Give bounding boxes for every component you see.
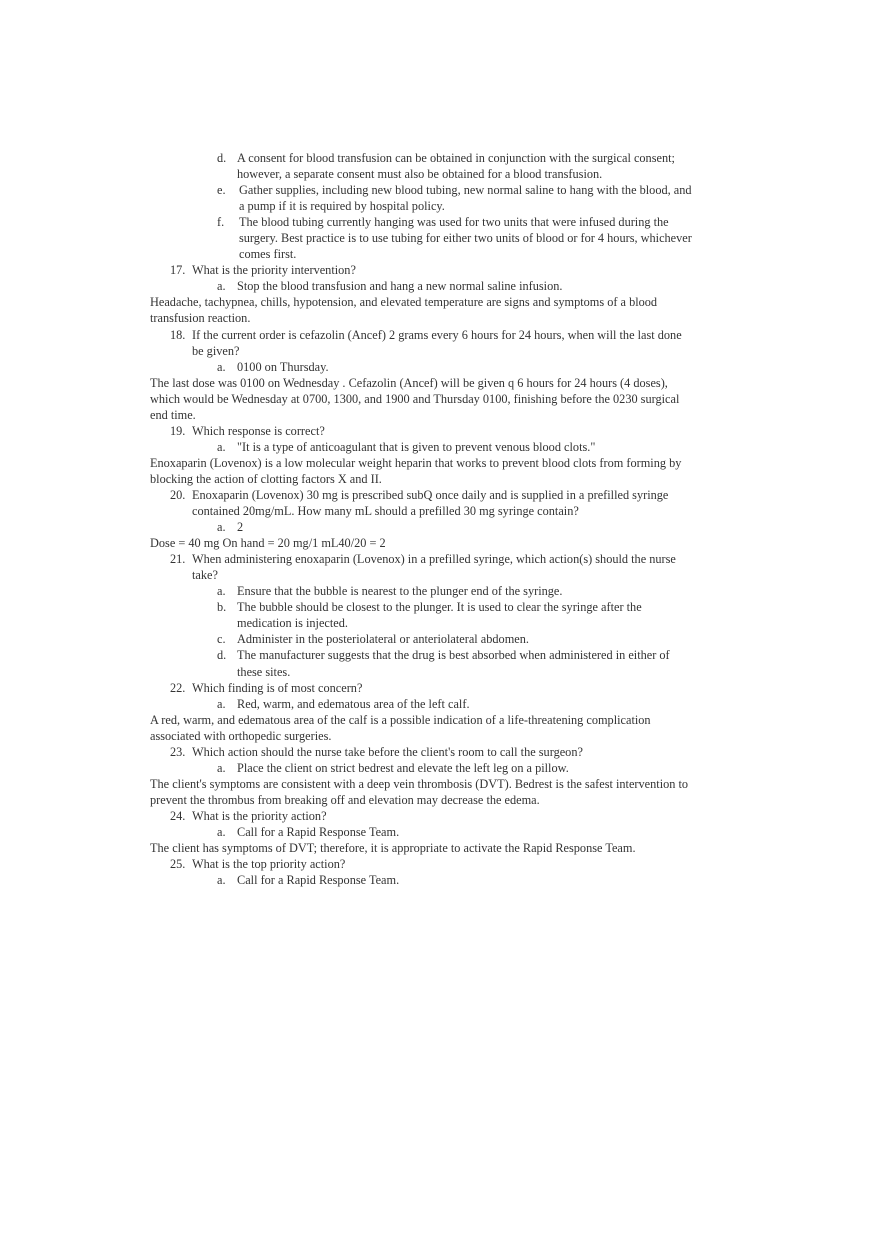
question-text: What is the priority intervention? — [192, 263, 356, 278]
answer-option — [217, 583, 695, 599]
option-marker: e. — [217, 183, 226, 198]
answer-option — [217, 214, 695, 262]
option-marker: a. — [217, 520, 226, 535]
question-item — [170, 808, 695, 824]
answer-option — [217, 278, 695, 294]
option-marker: f. — [217, 215, 225, 230]
question-text: Which finding is of most concern? — [192, 680, 363, 695]
option-text: Red, warm, and edematous area of the left calf. — [237, 696, 470, 711]
question-number: 20. — [170, 487, 186, 502]
answer-option — [217, 599, 695, 631]
rationale-paragraph: Enoxaparin (Lovenox) is a low molecular weight heparin that works to prevent blood clots from forming by blocking the action of clotting factors X and II. — [150, 455, 682, 486]
option-text: The blood tubing currently hanging was used for two units that were infused during the surgery. Best practice is to use tubing for either two units of blood or for 4 hours, whichever comes first. — [239, 215, 692, 262]
rationale-paragraph: A red, warm, and edematous area of the calf is a possible indication of a life-threatening complication associated with orthopedic surgeries. — [150, 712, 651, 743]
question-text: If the current order is cefazolin (Ancef) 2 grams every 6 hours for 24 hours, when will the last done be given? — [192, 327, 682, 358]
option-marker: d. — [217, 151, 227, 165]
option-text: Administer in the posteriolateral or anteriolateral abdomen. — [237, 632, 529, 647]
question-item — [170, 423, 695, 439]
question-item — [170, 680, 695, 696]
rationale-paragraph: The client has symptoms of DVT; therefore, it is appropriate to activate the Rapid Response Team. — [150, 841, 636, 856]
option-text: 2 — [237, 520, 244, 535]
question-text: Enoxaparin (Lovenox) 30 mg is prescribed subQ once daily and is supplied in a prefilled syringe contained 20mg/mL. How many mL should a prefilled 30 mg syringe contain? — [192, 487, 669, 519]
option-marker: b. — [217, 600, 227, 615]
answer-option — [217, 824, 695, 840]
option-text: Ensure that the bubble is nearest to the plunger end of the syringe. — [237, 584, 563, 599]
question-number: 19. — [170, 423, 186, 438]
question-number: 23. — [170, 744, 186, 759]
option-marker: a. — [217, 359, 226, 374]
option-text: Call for a Rapid Response Team. — [237, 873, 400, 888]
option-text: "It is a type of anticoagulant that is given to prevent venous blood clots." — [237, 439, 596, 454]
option-marker: d. — [217, 648, 227, 663]
option-marker: a. — [217, 584, 226, 599]
answer-option — [217, 439, 695, 455]
option-marker: a. — [217, 439, 226, 454]
question-number: 18. — [170, 327, 186, 342]
answer-option — [217, 150, 695, 182]
answer-option — [217, 631, 695, 647]
option-text: Place the client on strict bedrest and elevate the left leg on a pillow. — [237, 760, 569, 775]
question-number: 22. — [170, 680, 186, 695]
question-text: Which response is correct? — [192, 423, 325, 438]
question-number: 21. — [170, 552, 186, 567]
question-number: 25. — [170, 857, 186, 872]
question-item — [170, 551, 695, 583]
question-item — [170, 262, 695, 278]
question-text: When administering enoxaparin (Lovenox) in a prefilled syringe, which action(s) should the nurse take? — [192, 552, 676, 583]
document-content — [150, 150, 695, 888]
option-marker: a. — [217, 873, 226, 888]
answer-option — [217, 647, 695, 679]
option-text: Stop the blood transfusion and hang a new normal saline infusion. — [237, 279, 563, 294]
answer-option — [217, 519, 695, 535]
option-marker: a. — [217, 696, 226, 711]
rationale-paragraph: The last dose was 0100 on Wednesday . Cefazolin (Ancef) will be given q 6 hours for 24 hours (4 doses), which would be Wednesday at 0700, 1300, and 1900 and Thursday 0100, finishing before the 0230 surgical end time. — [150, 375, 680, 422]
answer-option — [217, 872, 695, 888]
question-text: What is the priority action? — [192, 808, 327, 823]
option-text: A consent for blood transfusion can be obtained in conjunction with the surgical consent; however, a separate consent must also be obtained for a blood transfusion. — [237, 151, 675, 182]
option-marker: c. — [217, 632, 226, 647]
option-marker: a. — [217, 279, 226, 294]
question-item — [170, 856, 695, 872]
option-text: The bubble should be closest to the plunger. It is used to clear the syringe after the medication is injected. — [237, 600, 642, 631]
question-item — [170, 487, 695, 519]
rationale-paragraph: Dose = 40 mg On hand = 20 mg/1 mL40/20 = 2 — [150, 536, 386, 551]
option-text: Call for a Rapid Response Team. — [237, 824, 400, 839]
rationale-paragraph: The client's symptoms are consistent with a deep vein thrombosis (DVT). Bedrest is the safest intervention to prevent the thrombus from breaking off and elevation may decrease the edema. — [150, 776, 689, 807]
option-marker: a. — [217, 760, 226, 775]
question-text: What is the top priority action? — [192, 857, 346, 872]
option-marker: a. — [217, 824, 226, 839]
option-text: Gather supplies, including new blood tubing, new normal saline to hang with the blood, and a pump if it is required by hospital policy. — [239, 183, 692, 214]
answer-option — [217, 760, 695, 776]
question-number: 17. — [170, 263, 186, 278]
rationale-paragraph: Headache, tachypnea, chills, hypotension, and elevated temperature are signs and symptoms of a blood transfusion reaction. — [150, 295, 658, 326]
answer-option — [217, 359, 695, 375]
question-text: Which action should the nurse take before the client's room to call the surgeon? — [192, 744, 583, 759]
question-item — [170, 744, 695, 760]
option-text: The manufacturer suggests that the drug is best absorbed when administered in either of these sites. — [237, 648, 670, 679]
answer-option — [217, 182, 695, 214]
question-item — [170, 327, 695, 359]
answer-option — [217, 696, 695, 712]
question-number: 24. — [170, 808, 186, 823]
option-text: 0100 on Thursday. — [237, 359, 329, 374]
